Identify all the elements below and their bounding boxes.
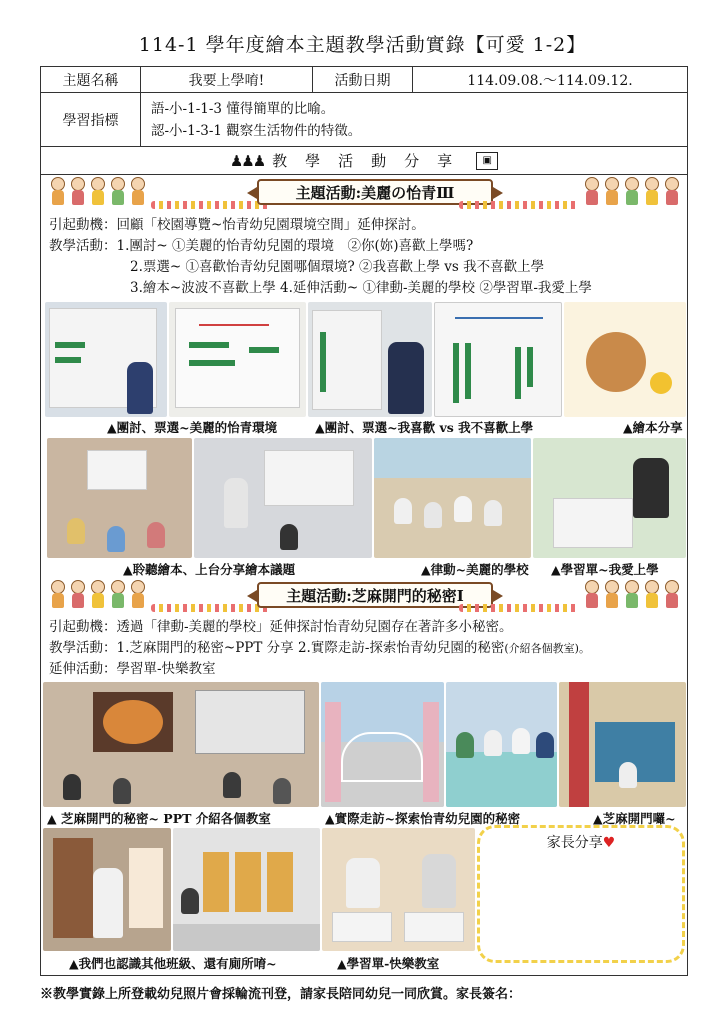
activity-line: 教學活動：1.團討~ ①美麗的怡青幼兒園的環境 ②你(妳)喜歡上學嗎? (49, 238, 474, 254)
page-title: 114-1 學年度繪本主題教學活動實錄【可愛 1-2】 (138, 34, 587, 56)
kids-illustration-left (49, 177, 147, 207)
photo-exploring (446, 682, 557, 807)
indicator-list (141, 93, 687, 146)
photo-caption: ▲芝麻開門囉~ (593, 811, 676, 826)
photo-caption: ▲聆聽繪本、上台分享繪本議題 (123, 562, 296, 577)
photo-caption: ▲ 芝麻開門的秘密~ PPT 介紹各個教室 (47, 811, 271, 826)
section1-banner (41, 175, 689, 211)
people-icon: ♟♟♟ (229, 151, 265, 170)
photo-picture-book (564, 302, 686, 417)
indicator-item: 語-小-1-1-3 懂得簡單的比喻。 (151, 100, 335, 117)
date-label: 活動日期 (313, 67, 413, 92)
parent-share-title: 家長分享♥ (546, 835, 616, 851)
activity-line: 2.票選~ ①喜歡怡青幼兒園哪個環境? ②我喜歡上學 vs 我不喜歡上學 (130, 259, 545, 275)
photo-other-class (43, 828, 171, 951)
extension-line: 延伸活動：學習單-快樂教室 (49, 661, 216, 677)
photo-caption: ▲我們也認識其他班級、還有廁所唷~ (69, 956, 277, 971)
motivation-line: 引起動機：透過「律動-美麗的學校」延伸探討怡青幼兒園存在著許多小秘密。 (49, 619, 513, 635)
activity-line: 教學活動：1.芝麻開門的秘密~PPT 分享 2.實際走訪-探索怡青幼兒園的秘密(介紹各個教室)。 (49, 640, 590, 656)
theme-label: 主題名稱 (41, 67, 141, 92)
photo-caption: ▲律動~美麗的學校 (421, 562, 529, 577)
section2-theme-box (257, 582, 493, 608)
motivation-line: 引起動機：回顧「校園導覽~怡青幼兒園環境空間」延伸探討。 (49, 217, 425, 233)
share-header-text: 教學活動分享 (272, 152, 471, 170)
book-icon: ▣ (476, 152, 498, 170)
info-table (40, 66, 688, 175)
theme-value: 我要上學唷! (141, 67, 313, 92)
kids-illustration-left (49, 580, 147, 610)
photo-ppt (43, 682, 319, 807)
photo-like-board (308, 302, 432, 417)
photo-caption: ▲學習單~我愛上學 (551, 562, 659, 577)
indicator-row (41, 93, 687, 147)
date-value: 114.09.08.～114.09.12. (467, 72, 633, 89)
photo-open-sesame (559, 682, 686, 807)
flower-border-left (151, 201, 271, 209)
section1-theme-box (257, 179, 493, 205)
photo-tally-board (434, 302, 562, 417)
photo-dance (374, 438, 531, 558)
section2-theme: 主題活動:芝麻開門的秘密Ⅰ (286, 586, 464, 605)
photo-gate (321, 682, 444, 807)
photo-discussion (45, 302, 167, 417)
photo-caption: ▲實際走訪~探索怡青幼兒園的秘密 (325, 811, 521, 826)
kids-illustration-right (583, 580, 681, 610)
section2-banner (41, 578, 689, 614)
flower-border-right (459, 201, 579, 209)
section2-text (49, 617, 590, 680)
section1-theme: 主題活動:美麗の怡青Ⅲ (295, 183, 455, 202)
section1-text (49, 215, 592, 299)
share-header (41, 147, 687, 174)
photo-toilet (173, 828, 320, 951)
footer-note: ※教學實錄上所登載幼兒照片會採輪流刊登，請家長陪同幼兒一同欣賞。家長簽名： (40, 987, 522, 1002)
parent-share-box[interactable] (477, 825, 685, 963)
content-area (40, 173, 688, 976)
theme-row (41, 67, 687, 93)
photo-caption: ▲團討、票選~我喜歡 vs 我不喜歡上學 (315, 420, 534, 435)
photo-sharing (194, 438, 372, 558)
photo-caption: ▲繪本分享 (623, 420, 683, 435)
flower-border-left (151, 604, 271, 612)
photo-caption: ▲團討、票選~美麗的怡青環境 (107, 420, 278, 435)
flower-border-right (459, 604, 579, 612)
photo-vote-board (169, 302, 306, 417)
activity-line: 3.繪本~波波不喜歡上學 4.延伸活動~ ①律動-美麗的學校 ②學習單-我愛上學 (130, 280, 592, 296)
photo-worksheet-happy (322, 828, 475, 951)
indicator-label: 學習指標 (41, 93, 141, 146)
photo-worksheet (533, 438, 686, 558)
share-header-row (41, 147, 687, 174)
indicator-item: 認-小-1-3-1 觀察生活物件的特徵。 (151, 122, 362, 139)
activity-note: (介紹各個教室)。 (504, 642, 590, 655)
heart-icon: ♥ (602, 835, 616, 851)
kids-illustration-right (583, 177, 681, 207)
photo-listening (47, 438, 192, 558)
photo-caption: ▲學習單-快樂教室 (337, 956, 440, 971)
